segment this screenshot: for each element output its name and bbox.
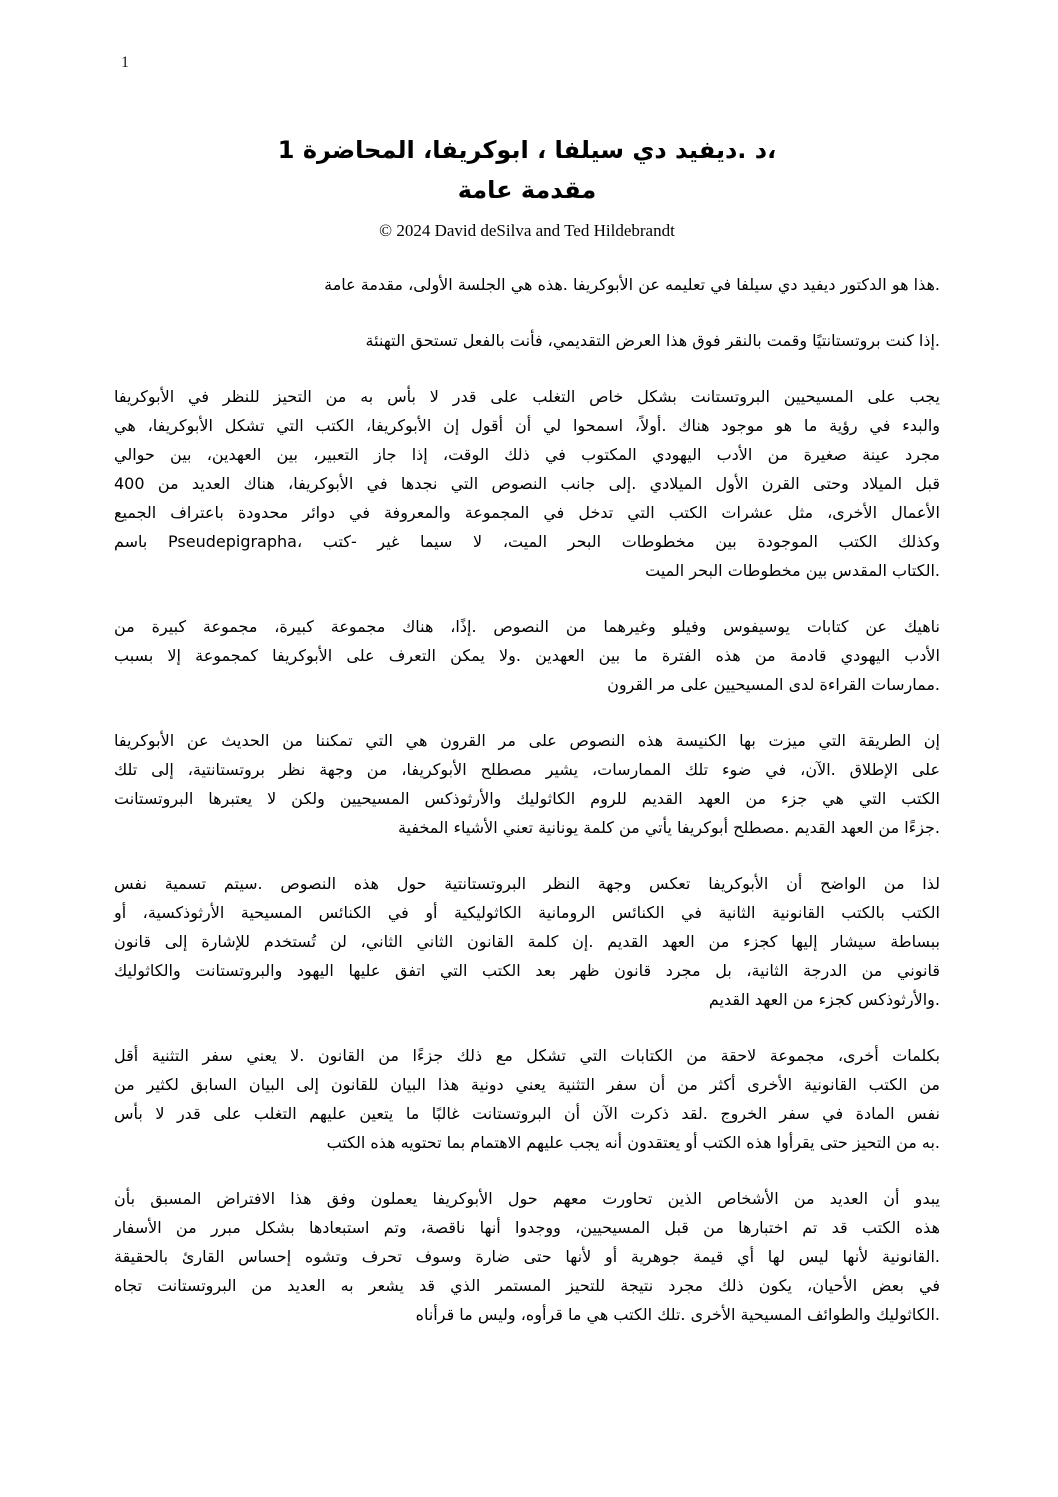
paragraph (114, 1041, 940, 1157)
paragraph (114, 270, 940, 299)
paragraph-line: .والأرثوذكس كجزء من العهد القديم (708, 990, 940, 1009)
paragraph-line: من الكتب القانونية الأخرى أكثر من أن سفر التثنية يعني دونية هذا البيان للقانون إلى البيان السابق لكثير من (114, 1075, 940, 1094)
paragraph-line: وكذلك الكتب الموجودة بين مخطوطات البحر الميت، لا سيما غير -كتب ،Pseudepigrapha باسم (114, 532, 940, 551)
paragraph-line: قبل الميلاد وحتى القرن الأول الميلادي .إلى جانب النصوص التي نجدها في الأبوكريفا، هناك العديد من 400 (114, 474, 940, 493)
paragraph (114, 869, 940, 1014)
paragraph-line: .إذا كنت بروتستانتيًا وقمت بالنقر فوق هذا العرض التقديمي، فأنت بالفعل تستحق التهنئة (365, 331, 940, 350)
paragraph-line: .جزءًا من العهد القديم .مصطلح أبوكريفا يأتي من كلمة يونانية تعني الأشياء المخفية (397, 818, 940, 837)
paragraph-line: .القانونية لأنها ليس لها أي قيمة جوهرية أو لأنها حتى ضارة وسوف تحرف وتشوه إحساس القارئ بالحقيقة (114, 1247, 940, 1266)
paragraph-line: هذه الكتب قد تم اختبارها من قبل المسيحيين، ووجدوا أنها ناقصة، وتم استبعادها بشكل مبرر من الأسفار (114, 1218, 940, 1237)
paragraph-line: إن الطريقة التي ميزت بها الكنيسة هذه النصوص على مر القرون هي التي تمكننا من الحديث عن الأبوكريفا (114, 731, 940, 750)
paragraph-line: في بعض الأحيان، يكون ذلك مجرد نتيجة للتحيز المستمر الذي قد يشعر به العديد من البروتستانت تجاه (114, 1276, 940, 1295)
paragraph-line: لذا من الواضح أن الأبوكريفا تعكس وجهة النظر البروتستانتية حول هذه النصوص .سيتم تسمية نفس (114, 874, 940, 893)
paragraph-line: على الإطلاق .الآن، في ضوء تلك الممارسات، يشير مصطلح الأبوكريفا، من وجهة نظر بروتستانتية، إلى تلك (114, 760, 940, 779)
paragraph-line: الكتب بالكتب القانونية الثانية في الكنائس الرومانية الكاثوليكية أو في الكنائس المسيحية الأرثوذكسية، أو (114, 903, 940, 922)
paragraph-line: .الكتاب المقدس بين مخطوطات البحر الميت (645, 561, 940, 580)
paragraph-line: الأعمال الأخرى، مثل عشرات الكتب التي تدخل في المجموعة والمعروفة في دوائر محدودة باعتراف الجميع (114, 503, 940, 522)
paragraph (114, 326, 940, 355)
paragraph-line: .هذا هو الدكتور ديفيد دي سيلفا في تعليمه عن الأبوكريفا .هذه هي الجلسة الأولى، مقدمة عامة (324, 275, 940, 294)
paragraph-line: قانوني من الدرجة الثانية، بل مجرد قانون ظهر بعد الكتب التي اتفق عليها اليهود والبروتستانت والكاثوليك (114, 961, 940, 980)
paragraph (114, 382, 940, 585)
paragraph-line: .ممارسات القراءة لدى المسيحيين على مر القرون (607, 675, 940, 694)
page-number: 1 (121, 54, 129, 71)
paragraph-line: ببساطة سيشار إليها كجزء من العهد القديم .إن كلمة القانون الثاني الثاني، لن تُستخدم للإشارة إلى قانون (114, 932, 940, 951)
paragraph-line: .به من التحيز حتى يقرأوا هذه الكتب أو يعتقدون أنه يجب عليهم الاهتمام بما تحتويه هذه الكتب (326, 1133, 940, 1152)
paragraph-line: مجرد عينة صغيرة من الأدب اليهودي المكتوب في ذلك الوقت، إذا جاز التعبير، بين العهدين، بين حوالي (114, 445, 940, 464)
paragraph (114, 1184, 940, 1329)
paragraph-line: بكلمات أخرى، مجموعة لاحقة من الكتابات التي تشكل مع ذلك جزءًا من القانون .لا يعني سفر التثنية أقل (114, 1046, 940, 1065)
document-body (114, 270, 940, 1329)
paragraph (114, 726, 940, 842)
paragraph-line: يجب على المسيحيين البروتستانت بشكل خاص التغلب على قدر لا بأس به من التحيز للنظر في الأبوكريفا (114, 387, 940, 406)
paragraph-line: .الكاثوليك والطوائف المسيحية الأخرى .تلك الكتب هي ما قرأوه، وليس ما قرأناه (415, 1305, 940, 1324)
paragraph-line: ناهيك عن كتابات يوسيفوس وفيلو وغيرهما من النصوص .إذًا، هناك مجموعة كبيرة، مجموعة كبيرة من (114, 617, 940, 636)
paragraph-line: الأدب اليهودي قادمة من هذه الفترة ما بين العهدين .ولا يمكن التعرف على الأبوكريفا كمجموعة إلا بسبب (114, 646, 940, 665)
copyright-line: © 2024 David deSilva and Ted Hildebrandt (379, 221, 675, 240)
title-line-1: ،د .ديفيد دي سيلفا ، ابوكريفا، المحاضرة 1 (277, 136, 777, 164)
paragraph-line: يبدو أن العديد من الأشخاص الذين تحاورت معهم حول الأبوكريفا يعملون وفق هذا الافتراض المسبق بأن (114, 1189, 940, 1208)
paragraph-line: والبدء في رؤية ما هو موجود هناك .أولاً، اسمحوا لي أن أقول إن الأبوكريفا، الكتب التي تشكل الأبوكريفا، هي (114, 416, 940, 435)
paragraph (114, 612, 940, 699)
document-title (114, 130, 940, 210)
document-content (114, 130, 940, 1356)
title-line-2: مقدمة عامة (457, 176, 597, 204)
paragraph-line: الكتب التي هي جزء من العهد القديم للروم الكاثوليك والأرثوذكس المسيحيين ولكن لا يعتبرها البروتستانت (114, 789, 940, 808)
paragraph-line: نفس المادة في سفر الخروج .لقد ذكرت الآن أن البروتستانت غالبًا ما يتعين عليهم التغلب على قدر لا بأس (114, 1104, 940, 1123)
